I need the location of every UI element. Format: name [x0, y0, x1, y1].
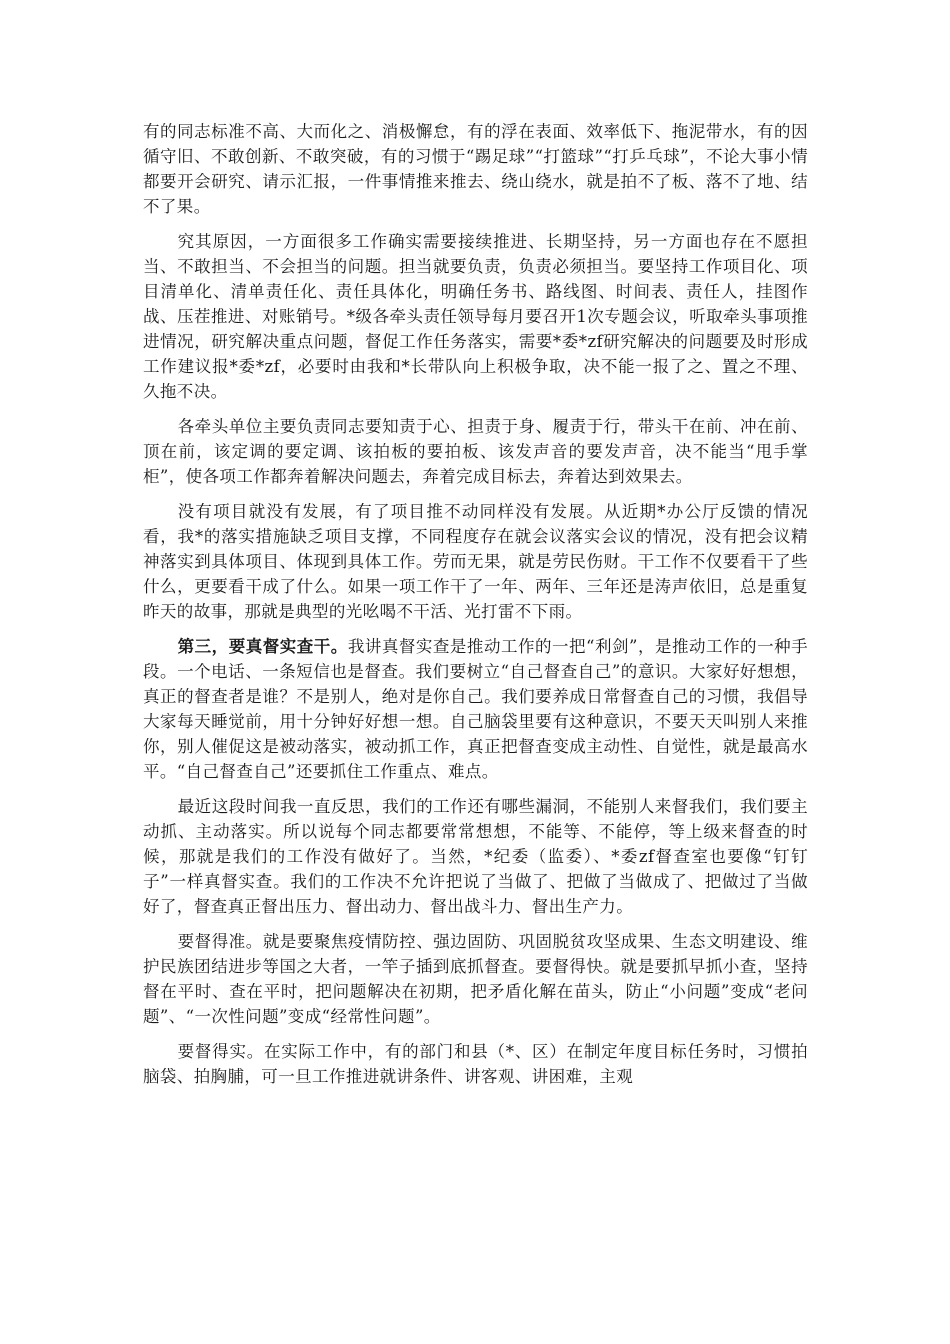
- paragraph-4-text: 没有项目就没有发展，有了项目推不动同样没有发展。从近期*办公厅反馈的情况看，我*的落实措施缺乏项目支撑，不同程度存在就会议落实会议的情况，没有把会议精神落实到具体项目、体现到具体工作。劳而无果，就是劳民伤财。干工作不仅要看干了些什么，更要看干成了什么。如果一项工作干了一年、两年、三年还是涛声依旧，总是重复昨天的故事，那就是典型的光吆喝不干活、光打雷不下雨。: [143, 502, 808, 621]
- paragraph-6: [143, 794, 808, 919]
- paragraph-1-text: 有的同志标准不高、大而化之、消极懈怠，有的浮在表面、效率低下、拖泥带水，有的因循守旧、不敢创新、不敢突破，有的习惯于“踢足球”“打篮球”“打乒乓球”，不论大事小情都要开会研究、请示汇报，一件事情推来推去、绕山绕水，就是拍不了板、落不了地、结不了果。: [143, 122, 808, 216]
- section-heading-lead: 第三，要真督实查干。: [177, 637, 348, 656]
- paragraph-7: [143, 929, 808, 1029]
- paragraph-5-text: 我讲真督实查是推动工作的一把“利剑”，是推动工作的一种手段。一个电话、一条短信也是督查。我们要树立“自己督查自己”的意识。大家好好想想，真正的督查者是谁？不是别人，绝对是你自己。我们要养成日常督查自己的习惯，我倡导大家每天睡觉前，用十分钟好好想一想。自己脑袋里要有这种意识，不要天天叫别人来推你，别人催促这是被动落实，被动抓工作，真正把督查变成主动性、自觉性，就是最高水平。“自己督查自己”还要抓住工作重点、难点。: [143, 637, 809, 781]
- paragraph-7-text: 要督得准。就是要聚焦疫情防控、强边固防、巩固脱贫攻坚成果、生态文明建设、维护民族团结进步等国之大者，一竿子插到底抓督查。要督得快。就是要抓早抓小查，坚持督在平时、查在平时，把问题解决在初期，把矛盾化解在苗头，防止“小问题”变成“老问题”、“一次性问题”变成“经常性问题”。: [143, 932, 808, 1026]
- paragraph-3: [143, 414, 808, 489]
- paragraph-8: [143, 1039, 808, 1089]
- paragraph-2-text: 究其原因，一方面很多工作确实需要接续推进、长期坚持，另一方面也存在不愿担当、不敢担当、不会担当的问题。担当就要负责，负责必须担当。要坚持工作项目化、项目清单化、清单责任化、责任具体化，明确任务书、路线图、时间表、责任人，挂图作战、压茬推进、对账销号。*级各牵头责任领导每月要召开1次专题会议，听取牵头事项推进情况，研究解决重点问题，督促工作任务落实，需要*委*zf研究解决的问题要及时形成工作建议报*委*zf，必要时由我和*长带队向上积极争取，决不能一报了之、置之不理、久拖不决。: [143, 232, 808, 401]
- document-body: [143, 119, 808, 1099]
- paragraph-3-text: 各牵头单位主要负责同志要知责于心、担责于身、履责于行，带头干在前、冲在前、顶在前，该定调的要定调、该拍板的要拍板、该发声音的要发声音，决不能当“甩手掌柜”，使各项工作都奔着解决问题去，奔着完成目标去，奔着达到效果去。: [143, 417, 808, 486]
- paragraph-1: [143, 119, 808, 219]
- paragraph-8-text: 要督得实。在实际工作中，有的部门和县（*、区）在制定年度目标任务时，习惯拍脑袋、拍胸脯，可一旦工作推进就讲条件、讲客观、讲困难，主观: [143, 1042, 808, 1086]
- paragraph-6-text: 最近这段时间我一直反思，我们的工作还有哪些漏洞，不能别人来督我们，我们要主动抓、主动落实。所以说每个同志都要常常想想，不能等、不能停，等上级来督查的时候，那就是我们的工作没有做好了。当然，*纪委（监委）、*委zf督查室也要像“钉钉子”一样真督实查。我们的工作决不允许把说了当做了、把做了当做成了、把做过了当做好了，督查真正督出压力、督出动力、督出战斗力、督出生产力。: [143, 797, 808, 916]
- paragraph-5: [143, 634, 808, 784]
- paragraph-4: [143, 499, 808, 624]
- paragraph-2: [143, 229, 808, 404]
